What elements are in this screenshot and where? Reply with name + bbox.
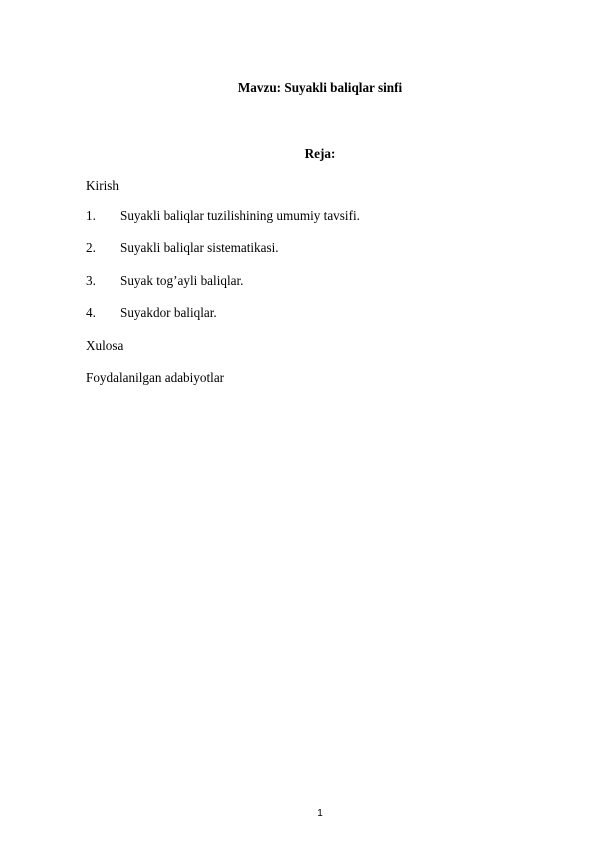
page-number: 1 bbox=[317, 808, 323, 819]
plan-item-2 bbox=[86, 240, 279, 256]
plan-item-text: Suyakli baliqlar sistematikasi. bbox=[120, 240, 279, 255]
plan-item-number: 1. bbox=[86, 208, 96, 223]
conclusion-line: Xulosa bbox=[86, 338, 124, 353]
intro-line: Kirish bbox=[86, 178, 119, 193]
plan-item-3 bbox=[86, 273, 243, 289]
document-title: Mavzu: Suyakli baliqlar sinfi bbox=[237, 80, 403, 95]
plan-heading: Reja: bbox=[304, 146, 336, 161]
plan-item-number: 2. bbox=[86, 240, 96, 255]
plan-item-text: Suyakli baliqlar tuzilishining umumiy tavsifi. bbox=[120, 208, 360, 223]
plan-item-text: Suyakdor baliqlar. bbox=[120, 305, 217, 320]
plan-item-4 bbox=[86, 305, 217, 321]
plan-item-1 bbox=[86, 208, 360, 224]
references-line: Foydalanilgan adabiyotlar bbox=[86, 370, 225, 385]
plan-item-number: 3. bbox=[86, 273, 96, 288]
plan-item-text: Suyak tog’ayli baliqlar. bbox=[120, 273, 244, 288]
plan-item-number: 4. bbox=[86, 305, 96, 320]
